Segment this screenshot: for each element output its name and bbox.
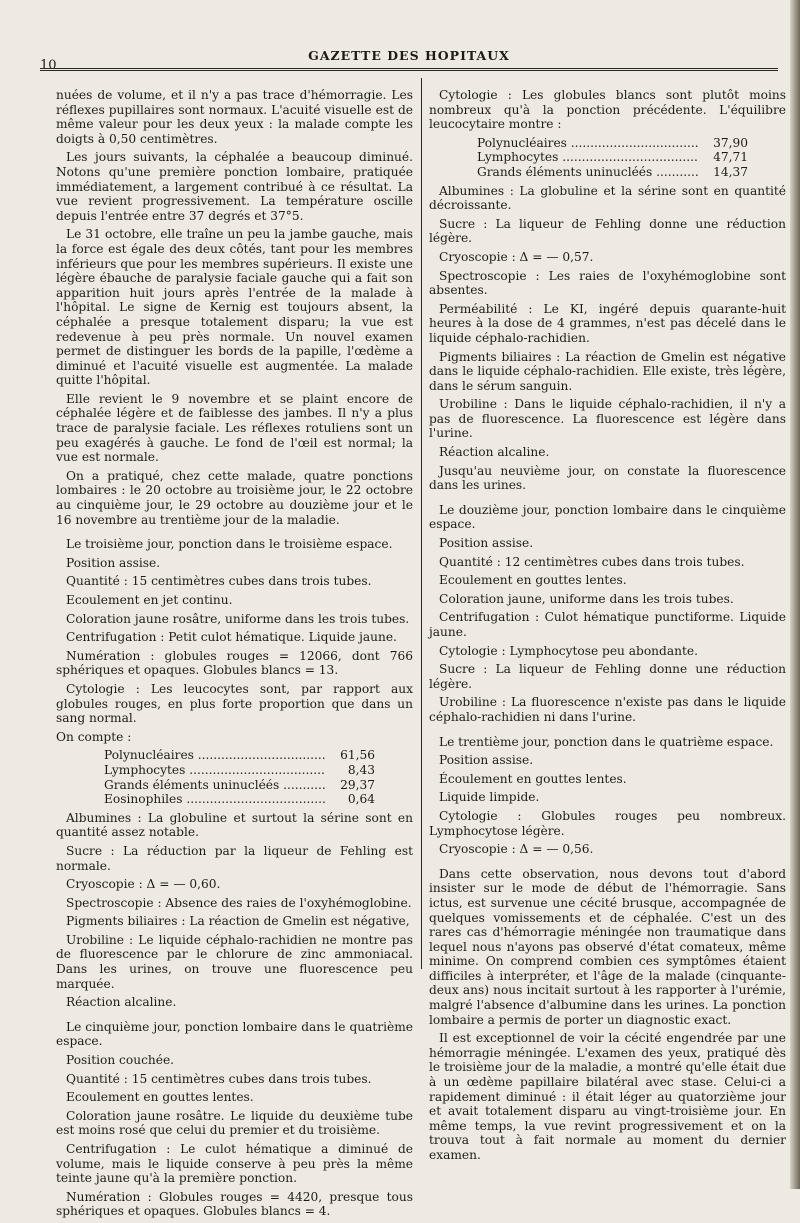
paragraph: Spectroscopie : Absence des raies de l'oxyhémoglobine. — [66, 895, 412, 910]
paragraph: Coloration jaune rosâtre, uniforme dans les trois tubes. — [66, 611, 410, 626]
paragraph: Liquide limpide. — [439, 790, 540, 805]
paragraph: Cytologie : Lymphocytose peu abondante. — [439, 643, 698, 658]
stat-label: Polynucléaires ..... — [477, 136, 698, 151]
paragraph: Cryoscopie : Δ = — 0,57. — [439, 249, 594, 264]
stat-value: 0,64 — [347, 792, 375, 807]
page-header — [40, 44, 778, 73]
stat-label: Eosinophiles ..... — [104, 792, 325, 807]
paragraph: Cryoscopie : Δ = — 0,60. — [66, 877, 221, 892]
paragraph: Position assise. — [439, 753, 534, 768]
leucocyte-table-2 — [477, 136, 786, 180]
paragraph: Cytologie : Les globules blancs sont plutôt moins nombreux qu'à la ponction précédente. L'équilibre leucocytaire montre : — [429, 88, 786, 132]
stat-value: 37,90 — [713, 135, 748, 150]
page-edge-shadow — [790, 0, 800, 1189]
stat-value: 47,71 — [713, 150, 748, 165]
paragraph: Cytologie : Globules rouges peu nombreux. Lymphocytose légère. — [429, 808, 786, 838]
paragraph: Ecoulement en gouttes lentes. — [66, 1090, 254, 1105]
paragraph: Le douzième jour, ponction lombaire dans le cinquième espace. — [429, 502, 786, 532]
paragraph: Le troisième jour, ponction dans le troisième espace. — [66, 537, 393, 552]
paragraph: On a pratiqué, chez cette malade, quatre ponctions lombaires : le 20 octobre au troisième jour, le 22 octobre au cinquième jour, le 29 octobre au douzième jour et le 16 novembre au trentième jour de la maladie. — [56, 468, 413, 527]
paragraph: Réaction alcaline. — [439, 445, 550, 460]
stat-row — [104, 792, 413, 807]
stat-label: Grands éléments uninucléés ..... — [104, 778, 325, 793]
paragraph: On compte : — [56, 729, 132, 744]
stat-label: Lymphocytes ..... — [104, 763, 325, 778]
paragraph: Pigments biliaires : La réaction de Gmelin est négative dans le liquide céphalo-rachidien. Elle existe, très légère, dans le sérum sanguin. — [429, 349, 786, 393]
paragraph: Centrifugation : Petit culot hématique. Liquide jaune. — [66, 630, 397, 645]
header-rule — [40, 68, 778, 71]
left-column — [56, 88, 413, 1223]
journal-title: GAZETTE DES HOPITAUX — [308, 48, 510, 63]
paragraph: nuées de volume, et il n'y a pas trace d'hémorragie. Les réflexes pupillaires sont normaux. L'acuité visuelle est de même valeur pour les deux yeux : la malade compte les doigts à 0,50 centimètres. — [56, 88, 413, 146]
paragraph: Urobiline : Dans le liquide céphalo-rachidien, il n'y a pas de fluorescence. La fluorescence est légère dans l'urine. — [429, 397, 786, 441]
stat-value: 14,37 — [713, 164, 748, 179]
paragraph: Numération : globules rouges = 12066, dont 766 sphériques et opaques. Globules blancs = 13. — [56, 648, 413, 678]
paragraph: Albumines : La globuline et surtout la sérine sont en quantité assez notable. — [56, 810, 413, 840]
paragraph: Centrifugation : Culot hématique punctiforme. Liquide jaune. — [429, 610, 786, 639]
paragraph: Le trentième jour, ponction dans le quatrième espace. — [439, 734, 774, 749]
paragraph: Ecoulement en gouttes lentes. — [439, 573, 627, 588]
paragraph: Urobiline : La fluorescence n'existe pas dans le liquide céphalo-rachidien ni dans l'urine. — [429, 695, 786, 724]
paragraph: Numération : Globules rouges = 4420, presque tous sphériques et opaques. Globules blancs = 4. — [56, 1189, 413, 1219]
stat-row — [477, 136, 786, 151]
paragraph: Position assise. — [66, 555, 161, 570]
paragraph: Albumines : La globuline et la sérine sont en quantité décroissante. — [429, 183, 786, 213]
leucocyte-table-1 — [104, 748, 413, 806]
paragraph: Les jours suivants, la céphalée a beaucoup diminué. Notons qu'une première ponction lombaire, pratiquée immédiatement, a largement contribué à ce résultat. La vue revient progressivement. La température oscille depuis l'entrée entre 37 degrés et 37°5. — [56, 150, 413, 223]
paragraph: Il est exceptionnel de voir la cécité engendrée par une hémorragie méningée. L'examen des yeux, pratiqué dès le troisième jour de la maladie, a montré qu'elle était due à un œdème papillaire bilatéral avec stase. Celui-ci a rapidement diminué : il était léger au quatorzième jour et avait totalement disparu au vingt-troisième jour. En même temps, la vue revint progressivement et on la trouva tout à fait normale au moment du dernier examen. — [429, 1031, 786, 1162]
stat-value: 8,43 — [347, 762, 375, 777]
paragraph: Quantité : 12 centimètres cubes dans trois tubes. — [439, 554, 745, 569]
paragraph: Spectroscopie : Les raies de l'oxyhémoglobine sont absentes. — [429, 268, 786, 298]
page-number: 10 — [40, 58, 57, 73]
paragraph: Réaction alcaline. — [66, 995, 177, 1010]
stat-row — [104, 763, 413, 778]
stat-value: 29,37 — [340, 777, 375, 792]
stat-row — [104, 778, 413, 793]
paragraph: Le 31 octobre, elle traîne un peu la jambe gauche, mais la force est égale des deux côtés, tant pour les membres inférieurs que pour les membres supérieurs. Il existe une légère ébauche de paralysie faciale gauche qui a fait son apparition huit jours après l'entrée de la malade à l'hôpital. Le signe de Kernig est toujours absent, la céphalée a presque totalement disparu; la vue est redevenue à peu près normale. Un nouvel examen permet de distinguer les bords de la papille, l'œdème a diminué et l'acuité visuelle est augmentée. La malade quitte l'hôpital. — [56, 227, 413, 388]
paragraph: Ecoulement en jet continu. — [66, 593, 233, 607]
paragraph: Sucre : La réduction par la liqueur de Fehling est normale. — [56, 843, 413, 873]
paragraph: Elle revient le 9 novembre et se plaint encore de céphalée légère et de faiblesse des jambes. Il n'y a plus trace de paralysie faciale. Les réflexes rotuliens sont un peu exagérés à gauche. Le fond de l'œil est normal; la vue est normale. — [56, 391, 413, 465]
paragraph: Pigments biliaires : La réaction de Gmelin est négative, — [66, 914, 410, 929]
paragraph: Sucre : La liqueur de Fehling donne une réduction légère. — [429, 216, 786, 246]
stat-label: Grands éléments uninucléés ..... — [477, 165, 698, 180]
stat-row — [104, 748, 413, 763]
paragraph: Cytologie : Les leucocytes sont, par rapport aux globules rouges, en plus forte proportion que dans un sang normal. — [56, 681, 413, 726]
paragraph: Coloration jaune, uniforme dans les trois tubes. — [439, 591, 734, 606]
paragraph: Coloration jaune rosâtre. Le liquide du deuxième tube est moins rosé que celui du premier et du troisième. — [56, 1108, 413, 1138]
paragraph: Le cinquième jour, ponction lombaire dans le quatrième espace. — [56, 1019, 413, 1049]
stat-value: 61,56 — [340, 748, 375, 763]
stat-label: Lymphocytes ..... — [477, 150, 698, 165]
stat-row — [477, 165, 786, 180]
stat-label: Polynucléaires ..... — [104, 748, 325, 763]
paragraph: Écoulement en gouttes lentes. — [439, 771, 627, 786]
paragraph: Dans cette observation, nous devons tout d'abord insister sur le mode de début de l'hémorragie. Sans ictus, est survenue une cécité brusque, accompagnée de quelques vomissements et de céphalée. C'est un des rares cas d'hémorragie méningée non traumatique dans lequel nous n'ayons pas observé d'état comateux, même minime. On comprend combien ces symptômes étaient difficiles à interpréter, et l'âge de la malade (cinquante-deux ans) nous incitait surtout à les rapporter à l'urémie, malgré l'absence d'albumine dans les urines. La ponction lombaire a permis de porter un diagnostic exact. — [429, 866, 786, 1027]
stat-row — [477, 150, 786, 165]
paragraph: Perméabilité : Le KI, ingéré depuis quarante-huit heures à la dose de 4 grammes, n'est pas décelé dans le liquide céphalo-rachidien. — [429, 301, 786, 345]
column-divider — [421, 78, 422, 969]
paragraph: Position assise. — [439, 536, 534, 551]
paragraph: Centrifugation : Le culot hématique a diminué de volume, mais le liquide conserve à peu près la même teinte jaune qu'à la première ponction. — [56, 1142, 413, 1186]
paragraph: Cryoscopie : Δ = — 0,56. — [439, 842, 594, 857]
paragraph: Sucre : La liqueur de Fehling donne une réduction légère. — [429, 662, 786, 691]
paragraph: Quantité : 15 centimètres cubes dans trois tubes. — [66, 1071, 372, 1086]
paragraph: Position couchée. — [66, 1053, 175, 1068]
right-column — [429, 88, 786, 1167]
paragraph: Urobiline : Le liquide céphalo-rachidien ne montre pas de fluorescence par le chlorure de zinc ammoniacal. Dans les urines, on trouve une fluorescence peu marquée. — [56, 932, 413, 991]
paragraph: Jusqu'au neuvième jour, on constate la fluorescence dans les urines. — [429, 463, 786, 493]
paragraph: Quantité : 15 centimètres cubes dans trois tubes. — [66, 574, 372, 589]
